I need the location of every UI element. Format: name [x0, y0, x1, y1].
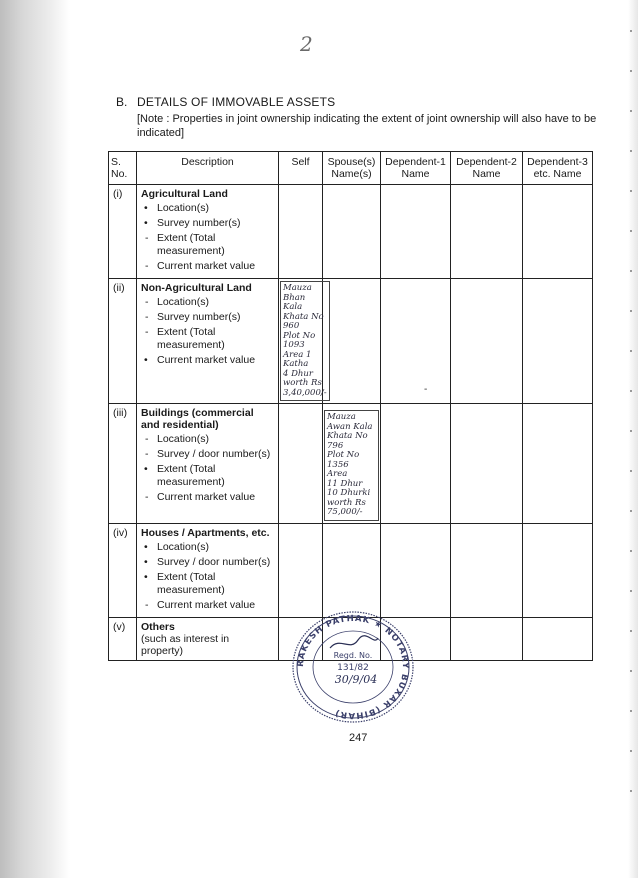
handwritten-line: Plot No 1356	[327, 450, 360, 470]
list-item: - Survey / door number(s)	[141, 448, 274, 461]
stamp-reg-label: Regd. No.	[333, 651, 373, 660]
row-description	[137, 404, 279, 524]
immovable-assets-table	[108, 151, 593, 661]
cell-self	[279, 404, 323, 524]
list-item: • Extent (Total measurement)	[141, 463, 274, 489]
cell-dependent-2	[451, 185, 523, 279]
handwritten-line: 3,40,000/-	[283, 387, 327, 398]
row-description	[137, 617, 279, 660]
cell-dependent-2	[451, 279, 523, 404]
edge-marks	[630, 30, 632, 830]
cell-dependent-3	[523, 523, 593, 617]
row-sno: (ii)	[109, 279, 137, 404]
dash-mark: -	[424, 384, 428, 395]
page-number: 247	[349, 732, 368, 744]
signature-icon	[330, 636, 378, 648]
row-description	[137, 279, 279, 404]
list-item: • Location(s)	[141, 541, 274, 554]
section-title: DETAILS OF IMMOVABLE ASSETS	[137, 95, 336, 109]
list-item: • Survey / door number(s)	[141, 556, 274, 569]
handwritten-line: 11 Dhur	[327, 478, 363, 489]
stamp-reg-number: 131/82	[337, 663, 369, 673]
cell-dependent-1	[381, 523, 451, 617]
handwritten-line: 4 Dhur	[283, 368, 313, 379]
list-item: - Current market value	[141, 599, 274, 612]
handwritten-line: Bhan Kala	[283, 292, 306, 312]
cell-spouse	[323, 279, 381, 404]
handwritten-line: worth Rs	[327, 497, 366, 508]
list-item: - Current market value	[141, 491, 274, 504]
list-item: • Current market value	[141, 354, 274, 367]
header-self: Self	[279, 152, 323, 185]
header-sno: S. No.	[109, 152, 137, 185]
row-title: Others	[141, 620, 175, 633]
cell-dependent-3	[523, 185, 593, 279]
header-description: Description	[137, 152, 279, 185]
handwritten-line: Awan Kala	[327, 421, 373, 432]
handwritten-line: worth Rs	[283, 378, 322, 388]
list-item: - Extent (Total measurement)	[141, 326, 274, 352]
cell-self	[279, 523, 323, 617]
row-sno: (i)	[109, 185, 137, 279]
table-row	[109, 404, 593, 524]
handwritten-line: 10 Dhurki	[327, 488, 371, 498]
cell-dependent-3	[523, 617, 593, 660]
row-sno: (iii)	[109, 404, 137, 524]
row-description	[137, 185, 279, 279]
list-item: • Survey number(s)	[141, 217, 274, 230]
handwritten-entry	[324, 410, 379, 521]
row-sno: (v)	[109, 617, 137, 660]
row-title: Houses / Apartments, etc.	[141, 526, 270, 539]
handwritten-line: 75,000/-	[327, 507, 363, 517]
cell-dependent-2	[451, 404, 523, 524]
table-row	[109, 185, 593, 279]
notary-stamp	[288, 608, 418, 726]
list-item: • Extent (Total measurement)	[141, 571, 274, 597]
handwritten-line: Area 1 Katha	[283, 349, 312, 369]
handwritten-line: Mauza	[327, 412, 356, 422]
cell-dependent-1	[381, 185, 451, 279]
stamp-date: 30/9/04	[334, 673, 378, 686]
cell-dependent-2	[451, 523, 523, 617]
list-item: - Location(s)	[141, 433, 274, 446]
cell-self	[279, 279, 327, 404]
cell-dependent-1	[381, 279, 451, 404]
cell-spouse	[323, 523, 381, 617]
row-sno: (iv)	[109, 523, 137, 617]
page-binding-shadow	[0, 0, 70, 878]
header-dependent-1: Dependent-1 Name	[381, 152, 451, 185]
table-header-row	[109, 152, 593, 185]
header-dependent-3: Dependent-3 etc. Name	[523, 152, 593, 185]
stamp-outer-text: RAKESH PATHAK ★ NOTARY BUXAR (BIHAR)	[295, 613, 411, 721]
cell-spouse	[323, 404, 381, 524]
section-letter: B.	[116, 95, 128, 109]
section-note: [Note : Properties in joint ownership indicating the extent of joint ownership will also have to be indicated]	[137, 113, 597, 139]
cell-dependent-3	[523, 279, 593, 404]
list-item: • Location(s)	[141, 202, 274, 215]
list-item: - Extent (Total measurement)	[141, 232, 274, 258]
cell-self	[279, 185, 323, 279]
cell-dependent-1	[381, 404, 451, 524]
notary-seal-icon	[288, 608, 418, 726]
list-item: - Location(s)	[141, 296, 274, 309]
cell-dependent-2	[451, 617, 523, 660]
handwritten-line: Khata No 796	[327, 431, 368, 451]
table-row	[109, 279, 593, 404]
header-dependent-2: Dependent-2 Name	[451, 152, 523, 185]
handwritten-page-number: 2	[300, 32, 313, 56]
handwritten-line: Plot No 1093	[283, 330, 316, 350]
cell-dependent-3	[523, 404, 593, 524]
row-description	[137, 523, 279, 617]
row-subtitle: (such as interest in property)	[141, 632, 230, 657]
list-item: - Current market value	[141, 260, 274, 273]
cell-spouse	[323, 185, 381, 279]
handwritten-line: Khata No 960	[283, 311, 324, 331]
row-title: Agricultural Land	[141, 188, 228, 200]
list-item: - Survey number(s)	[141, 311, 274, 324]
handwritten-line: Mauza	[283, 283, 312, 293]
row-title: Buildings (commercial and residential)	[141, 407, 254, 431]
table-row	[109, 523, 593, 617]
handwritten-entry	[280, 281, 330, 401]
handwritten-line: Area	[327, 469, 348, 479]
header-spouse: Spouse(s) Name(s)	[323, 152, 381, 185]
row-title: Non-Agricultural Land	[141, 282, 252, 294]
